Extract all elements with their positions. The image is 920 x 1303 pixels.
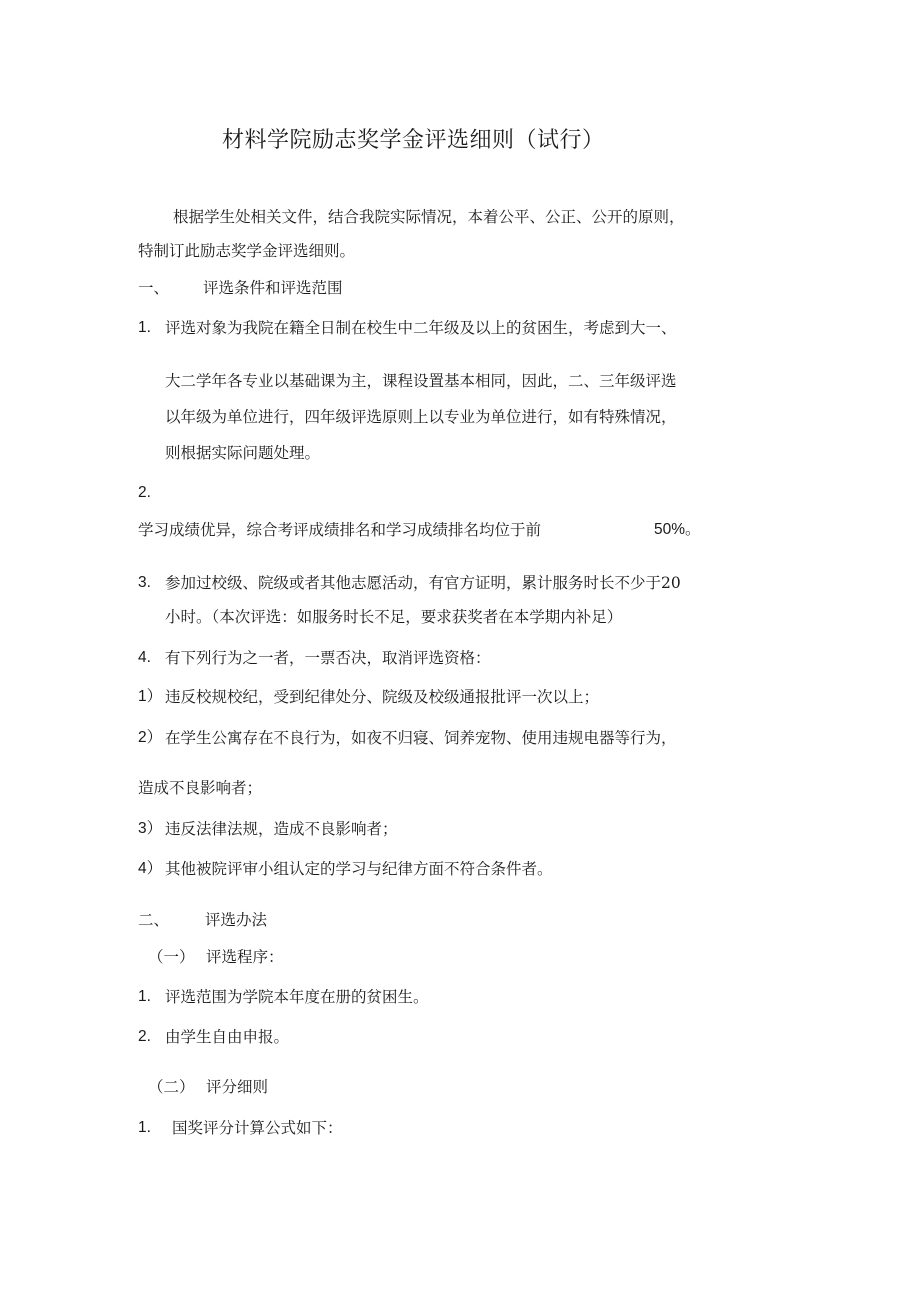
item-2-text: 学习成绩优异，综合考评成绩排名和学习成绩排名均位于前 (138, 521, 542, 539)
subitem-4-number: 4） (138, 860, 163, 877)
item-4-text: 有下列行为之一者，一票否决，取消评选资格： (165, 649, 491, 667)
subitem-1-text: 违反校规校纪，受到纪律处分、院级及校级通报批评一次以上； (165, 688, 600, 706)
section-1-heading: 评选条件和评选范围 (203, 279, 343, 297)
subitem-2-line-2: 造成不良影响者； (138, 779, 263, 797)
sub1-item-1-text: 评选范围为学院本年度在册的贫困生。 (165, 988, 429, 1006)
sub1-item-1-number: 1. (138, 988, 151, 1005)
item-4-number: 4. (138, 649, 151, 666)
item-1-number: 1. (138, 319, 151, 336)
subitem-4-text: 其他被院评审小组认定的学习与纪律方面不符合条件者。 (165, 860, 553, 878)
subitem-1-number: 1） (138, 688, 163, 705)
subitem-2-line-1: 在学生公寓存在不良行为，如夜不归寝、饲养宠物、使用违规电器等行为， (165, 729, 677, 747)
sub1-item-2-number: 2. (138, 1028, 151, 1045)
subitem-3-number: 3） (138, 820, 163, 837)
document-title: 材料学院励志奖学金评选细则（试行） (222, 128, 605, 153)
item-1-line-2: 大二学年各专业以基础课为主，课程设置基本相同，因此，二、三年级评选 (165, 372, 677, 390)
item-3-number: 3. (138, 574, 151, 591)
item-2-number: 2. (138, 484, 151, 501)
sub2-item-1-number: 1. (138, 1119, 151, 1136)
section-1-number: 一、 (138, 279, 170, 297)
subsection-1-heading: 评选程序： (206, 948, 284, 966)
item-2-percent: 50%。 (654, 521, 701, 538)
subsection-2-heading: 评分细则 (206, 1078, 269, 1096)
section-2-heading: 评选办法 (205, 911, 268, 929)
sub2-item-1-text: 国奖评分计算公式如下： (172, 1119, 343, 1137)
item-3-line-2: 小时。（本次评选：如服务时长不足，要求获奖者在本学期内补足） (165, 608, 623, 626)
subitem-3-text: 违反法律法规，造成不良影响者； (165, 820, 398, 838)
subsection-2-label: （二） (148, 1078, 195, 1096)
item-1-line-4: 则根据实际问题处理。 (165, 444, 321, 462)
item-1-line-1: 评选对象为我院在籍全日制在校生中二年级及以上的贫困生，考虑到大一、 (165, 319, 677, 337)
intro-line-2: 特制订此励志奖学金评选细则。 (138, 242, 356, 260)
subitem-2-number: 2） (138, 729, 163, 746)
sub1-item-2-text: 由学生自由申报。 (165, 1028, 290, 1046)
intro-line-1: 根据学生处相关文件，结合我院实际情况，本着公平、公正、公开的原则， (173, 208, 685, 226)
item-1-line-3: 以年级为单位进行，四年级评选原则上以专业为单位进行，如有特殊情况， (165, 408, 677, 426)
section-2-number: 二、 (138, 911, 170, 929)
item-3-line-1: 参加过校级、院级或者其他志愿活动，有官方证明，累计服务时长不少于20 (165, 574, 681, 592)
subsection-1-label: （一） (148, 948, 195, 966)
